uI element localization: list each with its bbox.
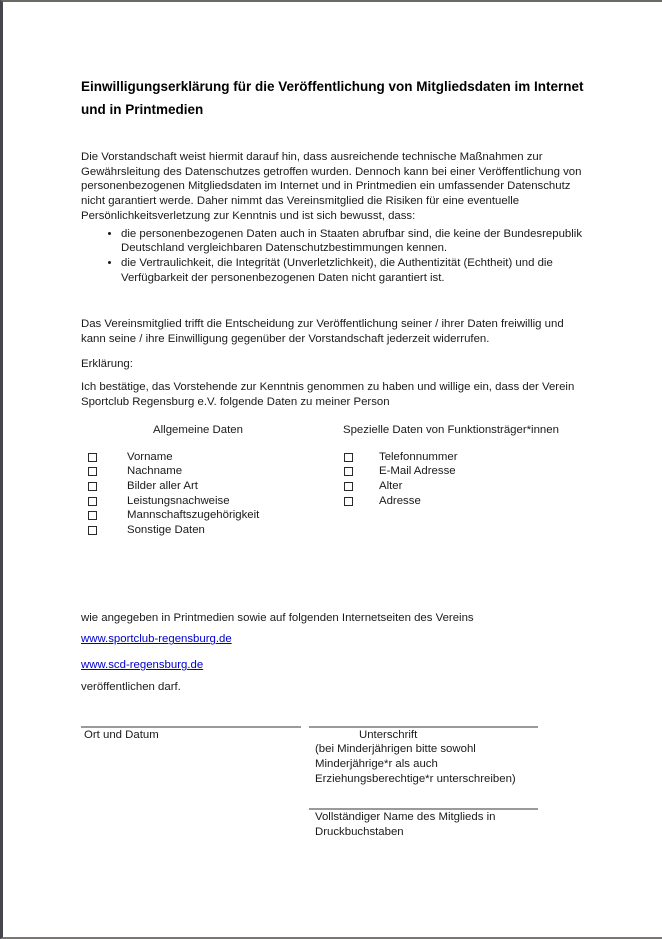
place-date-block	[81, 726, 301, 787]
checkbox[interactable]	[88, 453, 97, 462]
general-data-list	[81, 450, 343, 538]
checkbox-label: E-Mail Adresse	[379, 465, 456, 478]
special-data-list	[343, 450, 583, 509]
declaration-label: Erklärung:	[81, 357, 133, 370]
checkbox-row	[81, 494, 343, 509]
checkbox[interactable]	[88, 511, 97, 520]
checkbox[interactable]	[88, 482, 97, 491]
checkbox-label: Mannschaftszugehörigkeit	[127, 509, 260, 522]
checkbox-row	[343, 479, 583, 494]
website-link-line	[81, 632, 583, 647]
checkbox[interactable]	[344, 497, 353, 506]
signature-block	[309, 726, 538, 787]
checkbox[interactable]	[88, 497, 97, 506]
checkbox-row	[343, 464, 583, 479]
checkbox-label: Sonstige Daten	[127, 524, 205, 537]
checkbox-row	[81, 508, 343, 523]
checkbox-label: Leistungsnachweise	[127, 494, 230, 507]
checkbox[interactable]	[344, 467, 353, 476]
checkbox-label: Vorname	[127, 450, 173, 463]
risk-bullet-item: • die personenbezogenen Daten auch in Staaten abrufbar sind, die keine der Bundesrepublik Deutschland vergleichbaren Datenschutzbestimmungen kennen.	[121, 227, 583, 256]
declaration-paragraph: Ich bestätige, das Vorstehende zur Kenntnis genommen zu haben und willige ein, dass der Verein Sportclub Regensburg e.V. folgende Daten zu meiner Person	[81, 381, 575, 409]
general-data-column	[81, 423, 343, 538]
special-data-header: Spezielle Daten von Funktionsträger*innen	[343, 423, 559, 436]
general-data-header: Allgemeine Daten	[153, 423, 243, 436]
checkbox-row	[343, 450, 583, 465]
checkbox-row	[343, 494, 583, 509]
special-data-column	[343, 423, 583, 538]
website-link-line	[81, 658, 583, 673]
risk-bullet-list	[81, 227, 583, 286]
checkbox-row	[81, 479, 343, 494]
signature-row	[81, 726, 583, 787]
risk-bullet-item: • die Vertraulichkeit, die Integrität (Unverletzlichkeit), die Authentizität (Echtheit) und die Verfügbarkeit der personenbezogenen Daten nicht garantiert ist.	[121, 256, 583, 285]
intro-paragraph: Die Vorstandschaft weist hiermit darauf hin, dass ausreichende technische Maßnahmen zur Gewährsleitung des Datenschutzes getroffen wurden. Dennoch kann bei einer Veröffentlichung von personenbezogenen Mitgliedsdaten im Internet und in Printmedien ein umfassender Datenschutz nicht garantiert werde. Daher nimmt das Vereinsmitglied die Risiken für eine eventuelle Persönlichkeitsverletzung zur Kenntnis und ist sich bewusst, dass:	[81, 151, 582, 222]
checkbox-row	[81, 464, 343, 479]
signature-note: (bei Minderjährigen bitte sowohl Minderjährige*r als auch Erziehungsberechtige*r unterschreiben)	[315, 743, 516, 785]
checkbox[interactable]	[88, 526, 97, 535]
full-name-label: Vollständiger Name des Mitglieds in Druckbuchstaben	[315, 811, 496, 839]
data-columns	[81, 423, 583, 538]
checkbox-label: Telefonnummer	[379, 450, 458, 463]
checkbox-label: Alter	[379, 479, 403, 492]
publish-intro-paragraph: wie angegeben in Printmedien sowie auf folgenden Internetseiten des Vereins	[81, 611, 474, 624]
signature-label: Unterschrift	[359, 728, 418, 741]
checkbox[interactable]	[88, 467, 97, 476]
checkbox-label: Nachname	[127, 465, 183, 478]
checkbox-row	[81, 450, 343, 465]
website-link[interactable]: www.scd-regensburg.de	[81, 659, 204, 672]
checkbox-label: Adresse	[379, 494, 421, 507]
website-link-list	[81, 632, 583, 672]
checkbox-label: Bilder aller Art	[127, 479, 198, 492]
publish-outro-paragraph: veröffentlichen darf.	[81, 680, 181, 693]
checkbox[interactable]	[344, 482, 353, 491]
full-name-block	[309, 808, 538, 839]
website-link[interactable]: www.sportclub-regensburg.de	[81, 633, 232, 646]
place-date-label: Ort und Datum	[84, 728, 159, 741]
checkbox[interactable]	[344, 453, 353, 462]
checkbox-row	[81, 523, 343, 538]
document-title: Einwilligungserklärung für die Veröffentlichung von Mitgliedsdaten im Internet und in Printmedien	[81, 79, 584, 117]
voluntary-paragraph: Das Vereinsmitglied trifft die Entscheidung zur Veröffentlichung seiner / ihrer Daten freiwillig und kann seine / ihre Einwilligung gegenüber der Vorstandschaft jederzeit widerrufen.	[81, 318, 564, 346]
